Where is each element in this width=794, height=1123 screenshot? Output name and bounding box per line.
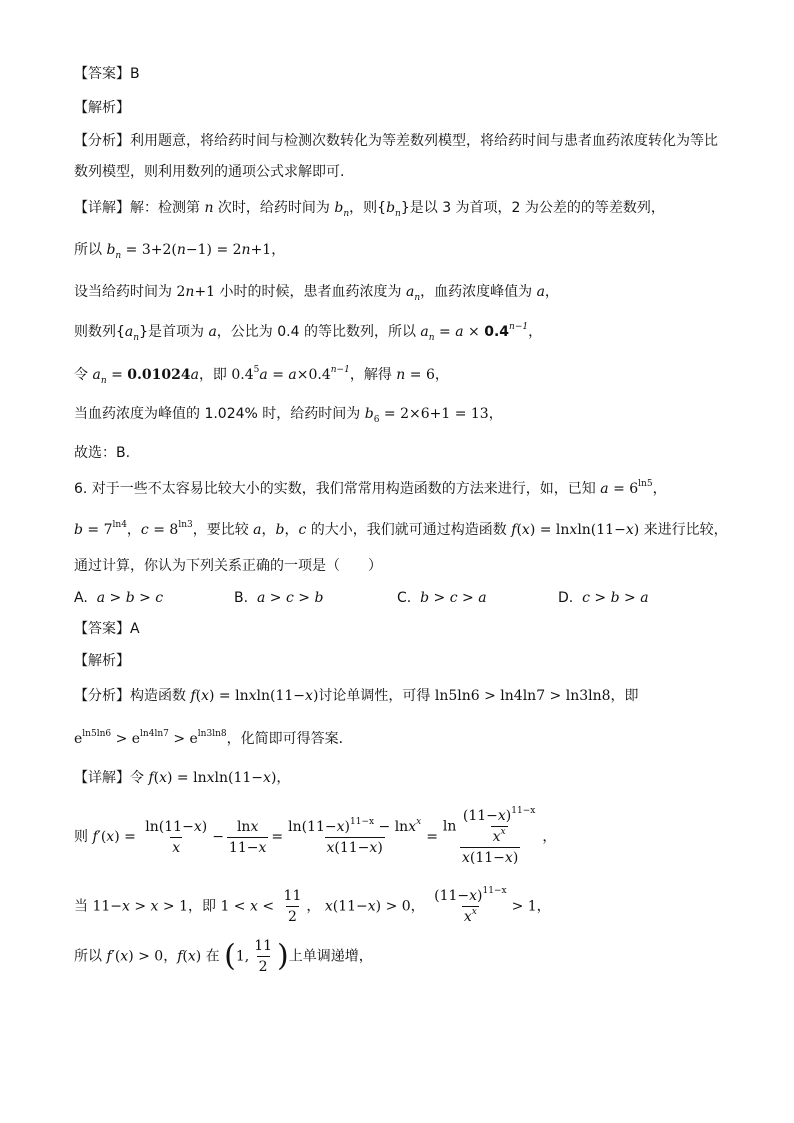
q6-stem-line-1: 6. 对于一些不太容易比较大小的实数，我们常常用构造函数的方法来进行，如，已知 $a = 6^{ln5}$， xyxy=(74,479,667,497)
q6-derivative-formula: 则 f′(x) = $\frac{\ln(11-x)}{x}$ − $\frac{\ln x}{11-x}$ = $\frac{\ln(11-x)^{11-x} - \ln x^x}{x(11-x)}$ = ln $\frac{(11-x)^{11-x}}{x^x}$ x(11−x) ， xyxy=(74,806,557,866)
q5-answer: B xyxy=(130,66,140,82)
q6-fenxi-line-1: 【分析】构造函数 f(x) = lnxln(11−x)讨论单调性，可得 ln5ln6 > ln4ln7 > ln3ln8，即 xyxy=(74,688,639,704)
xiangjie-tag: 【详解】 xyxy=(74,770,130,786)
frac-term-1: $\frac{\ln(11-x)}{x}$ xyxy=(145,818,208,856)
q6-detail-line-1: 【详解】令 f(x) = lnxln(11−x)， xyxy=(74,770,291,786)
q6-detail-line-3: 当 11−x > x > 1，即 1 < x < $\frac{11}{2}$ ， x(11−x) > 0， $\frac{(11-x)^{11-x}}{x^x}$ > 1， xyxy=(74,886,551,925)
option-d[interactable]: D. c > b > a xyxy=(558,590,649,606)
q6-fenxi-line-2: $e^{ln5ln6} > e^{ln4ln7} > e^{ln3ln8}$，化简即可得答案． xyxy=(74,729,353,747)
q5-detail-line-1: 【详解】解：检测第 n 次时，给药时间为 $b_n$，则$\{b_n\}$是以 3 为首项，2 为公差的的等差数列， xyxy=(74,200,665,219)
q5-detail-line-6: 当血药浓度为峰值的 1.024% 时，给药时间为 $b_6 = 2\times 6+1 = 13$， xyxy=(74,406,503,425)
frac-term-4: ln $\frac{(11-x)^{11-x}}{x^x}$ x(11−x) xyxy=(442,806,536,866)
option-a[interactable]: A. a > b > c xyxy=(74,590,164,606)
q5-detail-line-2: 所以 $b_n = 3+2(n-1) = 2n+1$， xyxy=(74,242,286,261)
q6-answer: A xyxy=(130,621,140,637)
q5-detail-line-4: 则数列$\{a_n\}$是首项为 a，公比为 0.4 的等比数列，所以 $a_n = a \times 0.4^{n-1}$， xyxy=(74,322,543,343)
q5-fenxi-line-2: 数列模型，则利用数列的通项公式求解即可. xyxy=(74,164,345,180)
answer-tag: 【答案】 xyxy=(74,621,130,637)
q5-analysis-tag: 【解析】 xyxy=(74,100,130,116)
q6-options xyxy=(74,588,734,608)
fenxi-tag: 【分析】 xyxy=(74,133,130,149)
option-b[interactable]: B. a > c > b xyxy=(234,590,324,606)
answer-tag: 【答案】 xyxy=(74,66,130,82)
q6-stem-line-3: 通过计算，你认为下列关系正确的一项是（ ） xyxy=(74,558,382,574)
q6-analysis-tag: 【解析】 xyxy=(74,653,130,669)
q6-detail-line-4: 所以 f′(x) > 0，f(x) 在 (1, $\frac{11}{2}$ )上单调递增， xyxy=(74,938,373,975)
fenxi-tag: 【分析】 xyxy=(74,688,130,704)
q6-stem-line-2: $b = 7^{ln4}$，$c = 8^{ln3}$，要比较 a，b，c 的大小，我们就可通过构造函数 f(x) = lnxln(11−x) 来进行比较， xyxy=(74,520,728,538)
q5-detail-line-3: 设当给药时间为 2n+1 小时的时候，患者血药浓度为 $a_n$，血药浓度峰值为 a， xyxy=(74,284,559,303)
q5-answer-line xyxy=(74,64,140,84)
frac-term-2: $\frac{\ln x}{11-x}$ xyxy=(228,818,267,856)
option-c[interactable]: C. b > c > a xyxy=(397,590,487,606)
q6-answer-line xyxy=(74,619,140,639)
q5-conclusion: 故选：B. xyxy=(74,445,131,461)
frac-term-3: $\frac{\ln(11-x)^{11-x} - \ln x^x}{x(11-x)}$ xyxy=(288,816,422,856)
q5-fenxi-line-1: 【分析】利用题意，将给药时间与检测次数转化为等差数列模型，将给药时间与患者血药浓度转化为等比 xyxy=(74,133,718,149)
xiangjie-tag: 【详解】 xyxy=(74,200,130,216)
q5-detail-line-5: 令 $a_n = 0.01024a$，即 $0.4^5a = a\times 0.4^{n-1}$，解得 n = 6， xyxy=(74,365,449,386)
